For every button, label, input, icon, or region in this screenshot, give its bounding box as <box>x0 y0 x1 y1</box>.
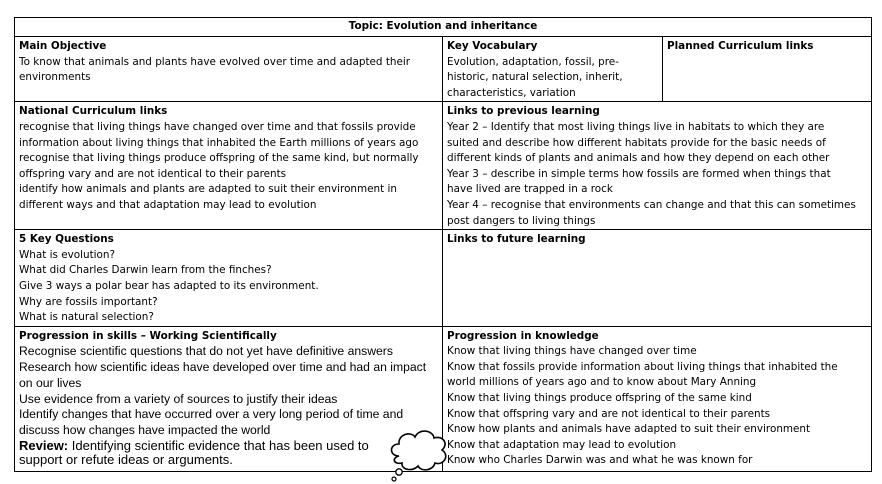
skills-heading: Progression in skills – Working Scientifically <box>19 329 277 342</box>
skills-line: Research how scientific ideas have developed over time and had an impact <box>19 360 427 375</box>
main-objective-heading: Main Objective <box>19 40 107 52</box>
knowledge-line: Know who Charles Darwin was and what he was known for <box>447 454 753 467</box>
skills-line: on our lives <box>19 375 82 390</box>
skills-cell <box>15 326 443 471</box>
planning-table <box>14 17 872 472</box>
topic-title: Topic: Evolution and inheritance <box>15 18 872 37</box>
knowledge-line: Know how plants and animals have adapted to suit their environment <box>447 423 811 436</box>
national-curriculum-line: information about living things that inhabited the Earth millions of years ago <box>19 136 419 149</box>
main-objective-line: To know that animals and plants have evolved over time and adapted their <box>19 55 411 68</box>
knowledge-line: Know that adaptation may lead to evolution <box>447 438 677 451</box>
previous-learning-line: post dangers to living things <box>447 214 596 227</box>
review-text: support or refute ideas or arguments. <box>19 452 233 468</box>
national-curriculum-heading: National Curriculum links <box>19 105 168 118</box>
national-curriculum-line: offspring vary and are not identical to their parents <box>19 167 287 180</box>
key-question: What is natural selection? <box>19 311 154 324</box>
main-objective-cell <box>15 37 443 102</box>
key-vocabulary-cell <box>443 37 663 102</box>
skills-line: Recognise scientific questions that do not yet have definitive answers <box>19 344 393 359</box>
previous-learning-line: Year 4 – recognise that environments can change and that this can sometimes <box>447 198 856 211</box>
skills-line: discuss how changes have impacted the world <box>19 423 271 438</box>
skills-line: Identify changes that have occurred over a very long period of time and <box>19 407 404 422</box>
knowledge-line: Know that fossils provide information about living things that inhabited the <box>447 360 838 373</box>
skills-line: Use evidence from a variety of sources to justify their ideas <box>19 391 338 406</box>
previous-learning-cell <box>443 102 872 230</box>
previous-learning-line: Year 2 – Identify that most living things live in habitats to which they are <box>447 120 825 133</box>
previous-learning-line: suited and describe how different habitats provide for the basic needs of <box>447 136 826 149</box>
planned-curriculum-cell <box>663 37 872 102</box>
previous-learning-line: different kinds of plants and animals and how they depend on each other <box>447 152 830 165</box>
key-questions-heading: 5 Key Questions <box>19 233 114 246</box>
review-label: Review: <box>19 438 69 454</box>
previous-learning-heading: Links to previous learning <box>447 105 600 118</box>
planning-document <box>14 17 871 472</box>
key-vocabulary-heading: Key Vocabulary <box>447 40 538 52</box>
key-question: What did Charles Darwin learn from the finches? <box>19 264 272 277</box>
key-vocabulary-line: Evolution, adaptation, fossil, pre- <box>447 55 619 68</box>
previous-learning-line: have lived are trapped in a rock <box>447 183 613 196</box>
national-curriculum-line: recognise that living things have changed over time and that fossils provide <box>19 120 416 133</box>
national-curriculum-line: recognise that living things produce offspring of the same kind, but normally <box>19 152 419 165</box>
main-objective-line: environments <box>19 71 91 84</box>
key-question: Give 3 ways a polar bear has adapted to its environment. <box>19 279 319 292</box>
review-text: Identifying scientific evidence that has been used to <box>68 438 369 454</box>
key-question: What is evolution? <box>19 248 115 261</box>
planned-curriculum-heading: Planned Curriculum links <box>667 40 814 52</box>
knowledge-cell <box>443 326 872 471</box>
future-learning-heading: Links to future learning <box>447 233 586 246</box>
knowledge-line: world millions of years ago and to know about Mary Anning <box>447 376 757 389</box>
thought-cloud-icon <box>385 426 453 484</box>
key-vocabulary-line: historic, natural selection, inherit, <box>447 71 623 84</box>
key-question: Why are fossils important? <box>19 295 158 308</box>
national-curriculum-cell <box>15 102 443 230</box>
future-learning-cell <box>443 230 872 327</box>
key-vocabulary-line: characteristics, variation <box>447 86 576 99</box>
previous-learning-line: Year 3 – describe in simple terms how fossils are formed when things that <box>447 167 831 180</box>
knowledge-line: Know that living things produce offspring of the same kind <box>447 392 752 405</box>
knowledge-line: Know that offspring vary and are not identical to their parents <box>447 407 771 420</box>
knowledge-line: Know that living things have changed over time <box>447 345 697 358</box>
review-line <box>19 439 438 453</box>
national-curriculum-line: identify how animals and plants are adapted to suit their environment in <box>19 183 397 196</box>
national-curriculum-line: different ways and that adaptation may lead to evolution <box>19 198 317 211</box>
key-questions-cell <box>15 230 443 327</box>
knowledge-heading: Progression in knowledge <box>447 329 599 342</box>
